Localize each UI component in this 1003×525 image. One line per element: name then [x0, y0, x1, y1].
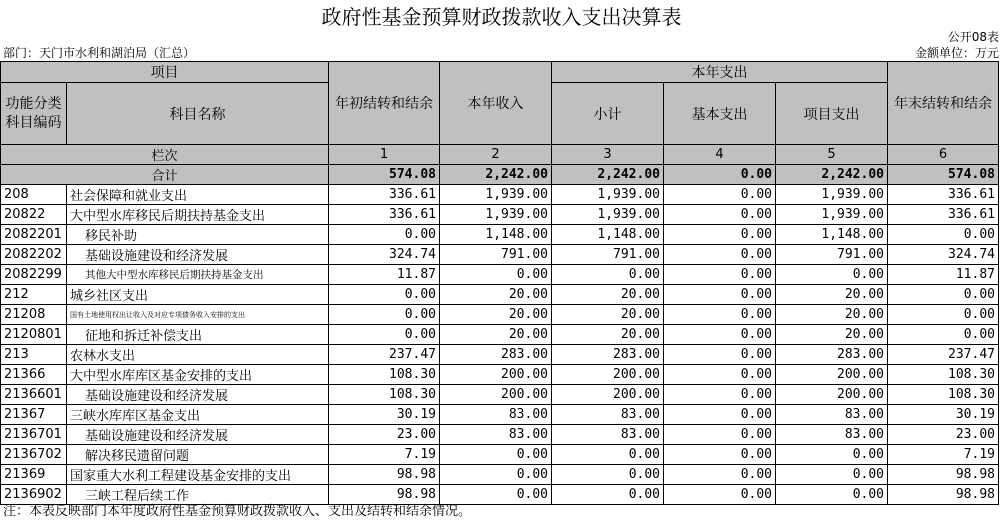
row-value: 20.00 — [776, 325, 888, 345]
row-value: 98.98 — [329, 465, 440, 485]
row-value: 23.00 — [329, 425, 440, 445]
row-value: 283.00 — [776, 345, 888, 365]
header-item: 项目 — [1, 62, 329, 83]
row-value: 336.61 — [888, 185, 999, 205]
row-value: 98.98 — [888, 465, 999, 485]
row-name: 基础设施建设和经济发展 — [67, 425, 329, 445]
row-value: 0.00 — [664, 465, 776, 485]
row-value: 108.30 — [888, 365, 999, 385]
table-row — [1, 425, 999, 445]
table-row — [1, 445, 999, 465]
total-label: 合计 — [1, 165, 329, 185]
row-name: 三峡工程后续工作 — [67, 485, 329, 505]
row-value: 0.00 — [776, 445, 888, 465]
table-row — [1, 345, 999, 365]
row-code: 2136601 — [1, 385, 67, 405]
row-value: 283.00 — [440, 345, 552, 365]
table-row — [1, 185, 999, 205]
row-value: 98.98 — [888, 485, 999, 505]
row-value: 1,148.00 — [440, 225, 552, 245]
row-value: 791.00 — [440, 245, 552, 265]
header-begin-balance: 年初结转和结余 — [329, 62, 440, 145]
row-value: 200.00 — [440, 385, 552, 405]
row-value: 20.00 — [440, 325, 552, 345]
row-value: 0.00 — [664, 225, 776, 245]
header-project: 项目支出 — [776, 83, 888, 145]
row-value: 0.00 — [664, 245, 776, 265]
row-name: 大中型水库库区基金安排的支出 — [67, 365, 329, 385]
row-value: 0.00 — [440, 485, 552, 505]
row-value: 0.00 — [664, 385, 776, 405]
row-value: 0.00 — [440, 465, 552, 485]
form-number: 公开08表 — [947, 30, 999, 44]
header-basic: 基本支出 — [664, 83, 776, 145]
row-code: 2136701 — [1, 425, 67, 445]
row-value: 0.00 — [664, 345, 776, 365]
table-row — [1, 385, 999, 405]
row-value: 791.00 — [552, 245, 664, 265]
row-value: 108.30 — [888, 385, 999, 405]
row-value: 0.00 — [664, 205, 776, 225]
unit-label: 金额单位：万元 — [914, 46, 999, 60]
row-name: 基础设施建设和经济发展 — [67, 245, 329, 265]
header-code: 功能分类科目编码 — [1, 83, 67, 145]
row-value: 1,148.00 — [776, 225, 888, 245]
row-value: 0.00 — [776, 465, 888, 485]
row-value: 83.00 — [552, 405, 664, 425]
row-code: 208 — [1, 185, 67, 205]
row-value: 20.00 — [552, 285, 664, 305]
total-cell: 574.08 — [888, 165, 999, 185]
row-value: 200.00 — [776, 365, 888, 385]
row-value: 23.00 — [888, 425, 999, 445]
row-value: 324.74 — [329, 245, 440, 265]
row-name: 三峡水库库区基金支出 — [67, 405, 329, 425]
row-value: 7.19 — [329, 445, 440, 465]
row-name: 征地和拆迁补偿支出 — [67, 325, 329, 345]
row-value: 1,939.00 — [440, 205, 552, 225]
table-row — [1, 365, 999, 385]
row-code: 21208 — [1, 305, 67, 325]
table-row — [1, 205, 999, 225]
row-value: 20.00 — [440, 285, 552, 305]
row-value: 0.00 — [552, 445, 664, 465]
row-value: 0.00 — [440, 265, 552, 285]
row-code: 2136902 — [1, 485, 67, 505]
row-value: 11.87 — [329, 265, 440, 285]
row-value: 30.19 — [888, 405, 999, 425]
total-cell: 574.08 — [329, 165, 440, 185]
row-value: 0.00 — [552, 265, 664, 285]
index-col: 3 — [552, 145, 664, 165]
row-value: 30.19 — [329, 405, 440, 425]
row-name: 国家重大水利工程建设基金安排的支出 — [67, 465, 329, 485]
row-value: 1,939.00 — [552, 205, 664, 225]
row-value: 1,939.00 — [776, 205, 888, 225]
row-value: 1,148.00 — [552, 225, 664, 245]
table-row — [1, 225, 999, 245]
header-expense-group: 本年支出 — [552, 62, 888, 83]
row-name: 大中型水库移民后期扶持基金支出 — [67, 205, 329, 225]
row-code: 2082202 — [1, 245, 67, 265]
row-value: 283.00 — [552, 345, 664, 365]
footnote: 注：本表反映部门本年度政府性基金预算财政拨款收入、支出及结转和结余情况。 — [3, 504, 472, 519]
index-col: 1 — [329, 145, 440, 165]
row-value: 200.00 — [440, 365, 552, 385]
row-name: 其他大中型水库移民后期扶持基金支出 — [67, 265, 329, 285]
row-value: 0.00 — [329, 285, 440, 305]
row-value: 0.00 — [329, 305, 440, 325]
row-value: 0.00 — [552, 465, 664, 485]
row-value: 791.00 — [776, 245, 888, 265]
index-col: 5 — [776, 145, 888, 165]
row-value: 83.00 — [440, 405, 552, 425]
row-value: 0.00 — [664, 325, 776, 345]
row-value: 0.00 — [664, 405, 776, 425]
total-cell: 2,242.00 — [440, 165, 552, 185]
row-value: 0.00 — [664, 425, 776, 445]
row-code: 212 — [1, 285, 67, 305]
row-value: 0.00 — [664, 365, 776, 385]
row-value: 0.00 — [329, 225, 440, 245]
row-value: 200.00 — [552, 385, 664, 405]
row-value: 336.61 — [329, 205, 440, 225]
row-code: 21366 — [1, 365, 67, 385]
row-value: 237.47 — [329, 345, 440, 365]
row-name: 解决移民遗留问题 — [67, 445, 329, 465]
row-value: 20.00 — [776, 305, 888, 325]
table-row — [1, 465, 999, 485]
header-income: 本年收入 — [440, 62, 552, 145]
row-code: 213 — [1, 345, 67, 365]
row-value: 0.00 — [329, 325, 440, 345]
table-row — [1, 325, 999, 345]
row-code: 21367 — [1, 405, 67, 425]
row-name: 基础设施建设和经济发展 — [67, 385, 329, 405]
row-value: 20.00 — [776, 285, 888, 305]
row-value: 98.98 — [329, 485, 440, 505]
row-code: 2082201 — [1, 225, 67, 245]
row-value: 0.00 — [664, 305, 776, 325]
row-code: 2136702 — [1, 445, 67, 465]
table-row — [1, 405, 999, 425]
row-value: 0.00 — [888, 325, 999, 345]
row-value: 336.61 — [329, 185, 440, 205]
row-name: 城乡社区支出 — [67, 285, 329, 305]
index-col: 4 — [664, 145, 776, 165]
header-end-balance: 年末结转和结余 — [888, 62, 999, 145]
row-code: 2120801 — [1, 325, 67, 345]
row-code: 21369 — [1, 465, 67, 485]
row-value: 0.00 — [664, 285, 776, 305]
row-value: 0.00 — [664, 485, 776, 505]
row-value: 200.00 — [552, 365, 664, 385]
row-value: 83.00 — [776, 425, 888, 445]
row-value: 0.00 — [776, 265, 888, 285]
header-subtotal: 小计 — [552, 83, 664, 145]
row-value: 20.00 — [440, 305, 552, 325]
row-name: 农林水支出 — [67, 345, 329, 365]
total-cell: 2,242.00 — [552, 165, 664, 185]
row-value: 0.00 — [664, 445, 776, 465]
row-value: 200.00 — [776, 385, 888, 405]
row-value: 20.00 — [552, 325, 664, 345]
row-value: 1,939.00 — [552, 185, 664, 205]
row-value: 0.00 — [888, 225, 999, 245]
index-col: 2 — [440, 145, 552, 165]
row-value: 11.87 — [888, 265, 999, 285]
row-value: 0.00 — [888, 305, 999, 325]
total-cell: 0.00 — [664, 165, 776, 185]
row-value: 83.00 — [440, 425, 552, 445]
row-value: 20.00 — [552, 305, 664, 325]
department-label: 部门：天门市水利和湖泊局（汇总） — [3, 46, 196, 60]
table-row — [1, 285, 999, 305]
row-code: 20822 — [1, 205, 67, 225]
row-value: 324.74 — [888, 245, 999, 265]
row-value: 108.30 — [329, 385, 440, 405]
row-name: 移民补助 — [67, 225, 329, 245]
table-row — [1, 485, 999, 505]
table-row — [1, 265, 999, 285]
row-name: 国有土地使用权出让收入及对应专项债务收入安排的支出 — [67, 305, 329, 325]
row-value: 7.19 — [888, 445, 999, 465]
row-value: 108.30 — [329, 365, 440, 385]
index-label: 栏次 — [1, 145, 329, 165]
table-row — [1, 245, 999, 265]
row-value: 1,939.00 — [440, 185, 552, 205]
row-code: 2082299 — [1, 265, 67, 285]
report-title: 政府性基金预算财政拨款收入支出决算表 — [321, 5, 682, 29]
total-cell: 2,242.00 — [776, 165, 888, 185]
table-row — [1, 305, 999, 325]
row-value: 0.00 — [776, 485, 888, 505]
row-value: 1,939.00 — [776, 185, 888, 205]
row-value: 0.00 — [664, 185, 776, 205]
header-name: 科目名称 — [67, 83, 329, 145]
row-value: 0.00 — [888, 285, 999, 305]
row-value: 237.47 — [888, 345, 999, 365]
index-col: 6 — [888, 145, 999, 165]
row-name: 社会保障和就业支出 — [67, 185, 329, 205]
row-value: 83.00 — [552, 425, 664, 445]
row-value: 0.00 — [440, 445, 552, 465]
row-value: 0.00 — [552, 485, 664, 505]
row-value: 83.00 — [776, 405, 888, 425]
row-value: 336.61 — [888, 205, 999, 225]
budget-table — [0, 61, 999, 505]
row-value: 0.00 — [664, 265, 776, 285]
